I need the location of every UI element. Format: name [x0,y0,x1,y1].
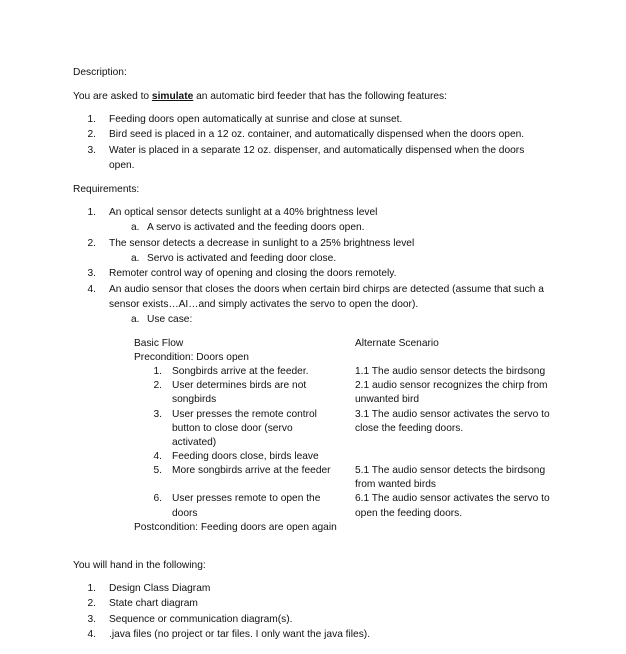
step-1-number: 1. [153,366,162,377]
alt-line: from wanted birds [355,479,436,490]
step-3-number: 3. [153,409,162,420]
step-5-number: 5. [153,465,162,476]
description-heading: Description: [73,67,127,78]
feature-1-text: Feeding doors open automatically at sunrise and close at sunset. [109,114,403,125]
req-4-line2: sensor exists…AI…and simply activates the servo to open the door). [109,299,419,310]
postcondition: Postcondition: Feeding doors are open again [134,522,337,533]
req-1a-text: A servo is activated and the feeding doors open. [147,222,365,233]
step-3-line2: button to close door (servo [172,423,293,434]
req-1-text: An optical sensor detects sunlight at a 40% brightness level [109,207,378,218]
req-2a-text: Servo is activated and feeding door close. [147,253,337,264]
handin-2-number: 2. [87,598,96,609]
alt-line: close the feeding doors. [355,423,464,434]
handin-1-number: 1. [87,583,96,594]
intro-emphasis: simulate [151,91,194,102]
step-4-number: 4. [153,451,162,462]
alt-line: 1.1 The audio sensor detects the birdsong [355,366,546,377]
req-2-number: 2. [87,238,96,249]
alt-line: 6.1 The audio sensor activates the servo to [355,493,550,504]
precondition: Precondition: Doors open [134,352,249,363]
req-1-number: 1. [87,207,96,218]
feature-2-text: Bird seed is placed in a 12 oz. container, and automatically dispensed when the doors open. [109,129,525,140]
step-2-line1: User determines birds are not [172,380,307,391]
intro-before: You are asked to [73,91,152,102]
req-3-text: Remoter control way of opening and closing the doors remotely. [109,268,397,279]
handin-3-number: 3. [87,614,96,625]
step-6-line2: doors [172,508,198,519]
requirements-heading: Requirements: [73,184,140,195]
handin-2-text: State chart diagram [109,598,198,609]
req-4-number: 4. [87,284,96,295]
handin-4-number: 4. [87,629,96,640]
step-6-number: 6. [153,493,162,504]
alt-line: unwanted bird [355,394,420,405]
step-2-number: 2. [153,380,162,391]
feature-3-number: 3. [87,145,96,156]
req-2-text: The sensor detects a decrease in sunlight to a 25% brightness level [109,238,415,249]
alt-line: 3.1 The audio sensor activates the servo to [355,409,550,420]
req-1a-number: a. [131,222,140,233]
feature-1-number: 1. [87,114,96,125]
handin-1-text: Design Class Diagram [109,583,211,594]
step-1-line1: Songbirds arrive at the feeder. [172,366,309,377]
step-4-line1: Feeding doors close, birds leave [172,451,319,462]
alt-line: 2.1 audio sensor recognizes the chirp from [355,380,548,391]
req-4-line1: An audio sensor that closes the doors when certain bird chirps are detected (assume that such a [109,284,544,295]
req-4a-number: a. [131,314,140,325]
feature-2-number: 2. [87,129,96,140]
feature-3-line1: Water is placed in a separate 12 oz. dispenser, and automatically dispensed when the doors [109,145,525,156]
basic-flow-label: Basic Flow [134,338,184,349]
req-4a-text: Use case: [147,314,193,325]
handin-heading: You will hand in the following: [73,560,206,571]
step-5-line1: More songbirds arrive at the feeder [172,465,331,476]
intro-paragraph [73,90,447,104]
feature-3-line2: open. [109,160,135,171]
step-3-line1: User presses the remote control [172,409,317,420]
req-2a-number: a. [131,253,140,264]
req-3-number: 3. [87,268,96,279]
step-2-line2: songbirds [172,394,217,405]
handin-4-text: .java files (no project or tar files. I only want the java files). [109,629,371,640]
alternate-scenario-label: Alternate Scenario [355,338,439,349]
alt-line: open the feeding doors. [355,508,463,519]
handin-3-text: Sequence or communication diagram(s). [109,614,293,625]
alt-line: 5.1 The audio sensor detects the birdsong [355,465,546,476]
intro-after: an automatic bird feeder that has the following features: [193,91,447,102]
step-6-line1: User presses remote to open the [172,493,321,504]
step-3-line3: activated) [172,437,217,448]
